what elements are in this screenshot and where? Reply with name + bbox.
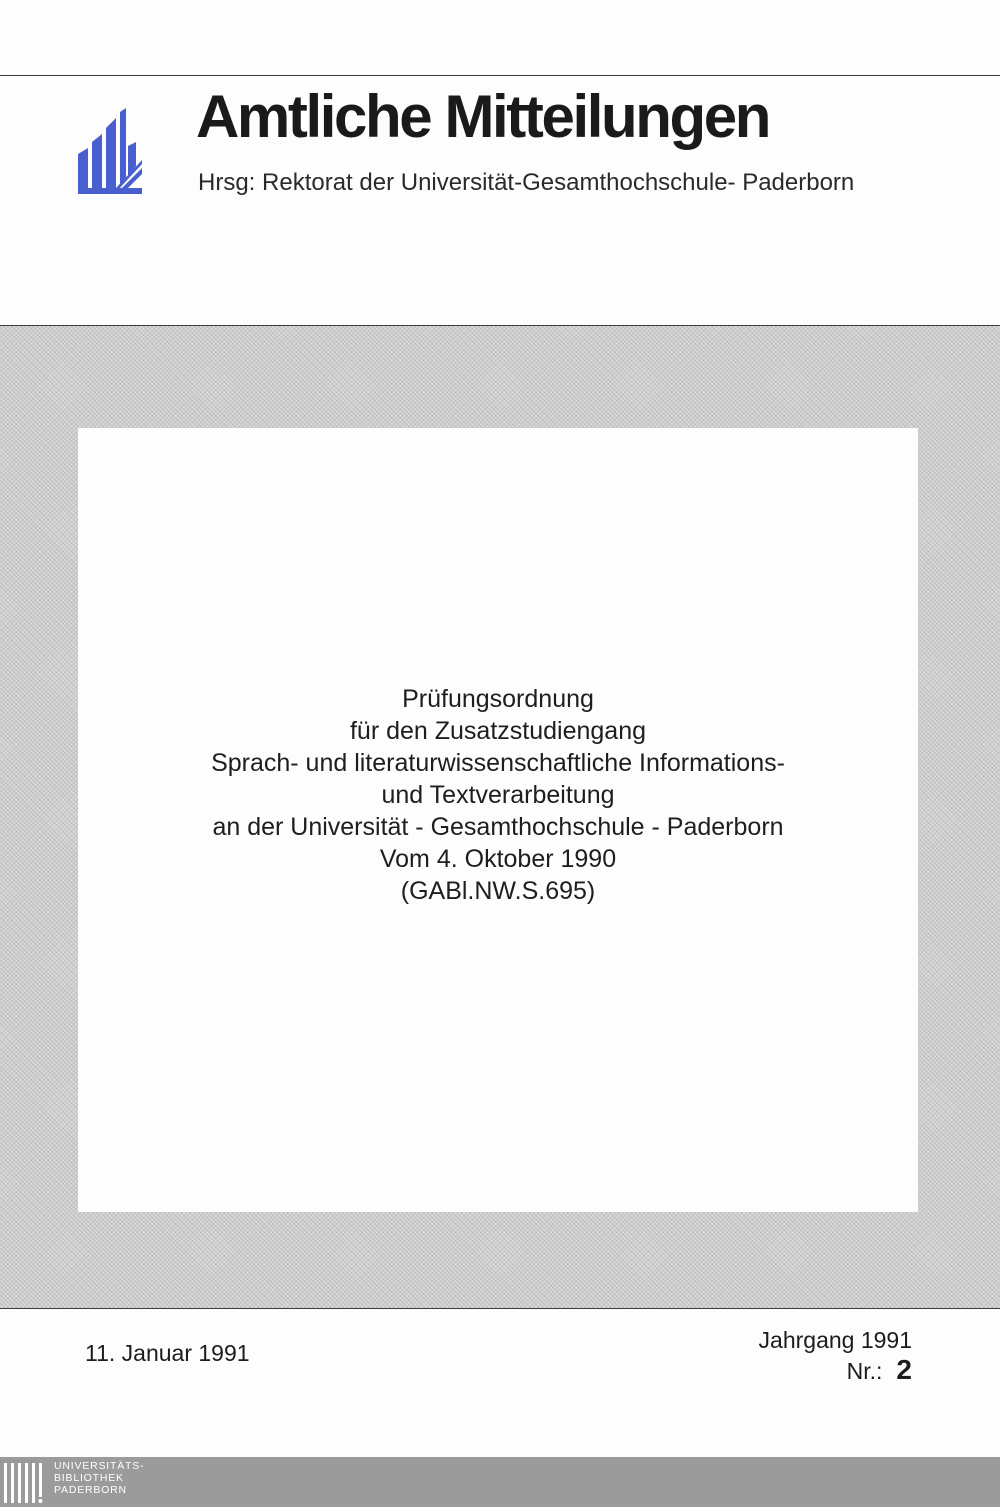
notice-line: und Textverarbeitung: [381, 781, 615, 809]
notice-text: [78, 683, 918, 907]
notice-line: für den Zusatzstudiengang: [349, 717, 647, 745]
notice-panel: [78, 428, 918, 1212]
library-name-line: BIBLIOTHEK: [54, 1472, 124, 1484]
notice-line: Prüfungsordnung: [402, 685, 594, 713]
notice-line: Vom 4. Oktober 1990: [379, 845, 617, 873]
publication-title: Amtliche Mitteilungen: [196, 83, 769, 150]
notice-line: (GABl.NW.S.695): [400, 877, 596, 905]
library-name-line: PADERBORN: [54, 1484, 127, 1496]
notice-line: Sprach- und literaturwissenschaftliche Informations-: [211, 749, 785, 777]
issue-number: 2: [896, 1354, 912, 1385]
library-stamp: [0, 1457, 1000, 1507]
issue-number-label: Nr.:: [846, 1358, 883, 1384]
library-name-line: UNIVERSITÄTS-: [54, 1460, 145, 1472]
issue-number-row: [759, 1355, 912, 1386]
top-divider: [0, 75, 1000, 76]
bottom-divider: [0, 1308, 1000, 1309]
notice-line: an der Universität - Gesamthochschule - Paderborn: [212, 813, 784, 841]
issue-meta: [759, 1325, 912, 1386]
issue-volume: Jahrgang 1991: [758, 1327, 912, 1353]
issue-date: 11. Januar 1991: [85, 1340, 250, 1366]
university-logo-icon: [76, 108, 144, 196]
grey-frame: [0, 326, 1000, 1308]
library-bars-icon: [2, 1459, 48, 1505]
library-name: [54, 1460, 144, 1496]
publisher-line: Hrsg: Rektorat der Universität-Gesamthochschule- Paderborn: [198, 169, 855, 196]
